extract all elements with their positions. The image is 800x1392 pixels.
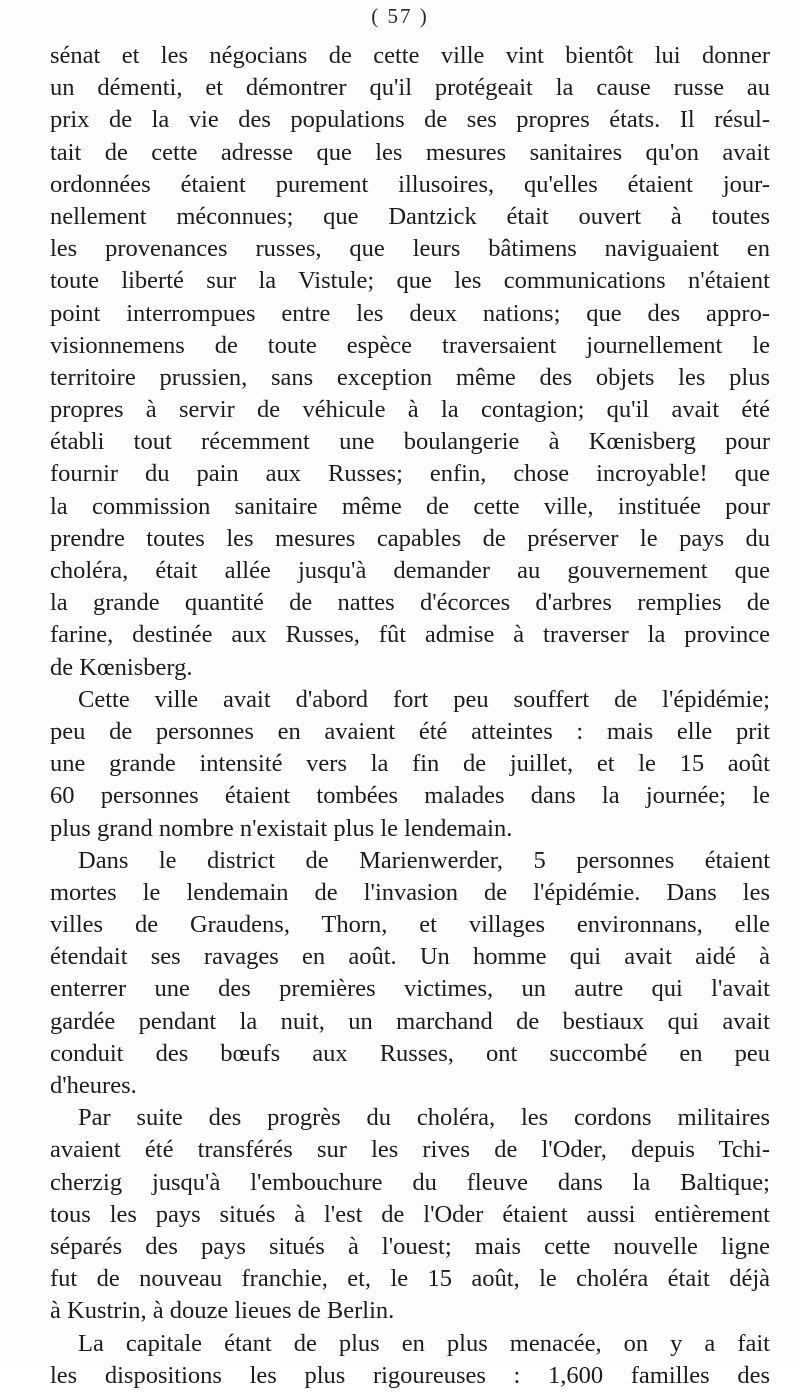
text-line: d'heures. — [50, 1072, 137, 1099]
text-line: sénat et les négocians de cette ville vint bientôt lui donner — [50, 42, 770, 69]
text-line: point interrompues entre les deux nations; que des appro- — [50, 299, 770, 327]
text-line: 60 personnes étaient tombées malades dans la journée; le — [50, 782, 770, 810]
text-line: séparés des pays situés à l'ouest; mais cette nouvelle ligne — [50, 1232, 770, 1260]
text-line: étendait ses ravages en août. Un homme qui avait aidé à — [50, 943, 770, 971]
body-text — [50, 40, 770, 1392]
text-line: enterrer une des premières victimes, un autre qui l'avait — [50, 975, 770, 1003]
text-line: la commission sanitaire même de cette ville, instituée pour — [50, 492, 770, 520]
text-line: propres à servir de véhicule à la contagion; qu'il avait été — [50, 396, 770, 424]
text-line: choléra, était allée jusqu'à demander au gouvernement que — [50, 557, 770, 584]
text-line: territoire prussien, sans exception même des objets les plus — [50, 363, 770, 391]
text-line: avaient été transférés sur les rives de l'Oder, depuis Tchi- — [50, 1136, 770, 1164]
text-line: à Kustrin, à douze lieues de Berlin. — [50, 1297, 395, 1325]
text-line: cherzig jusqu'à l'embouchure du fleuve dans la Baltique; — [50, 1168, 770, 1196]
text-line: Cette ville avait d'abord fort peu souffert de l'épidémie; — [78, 685, 770, 713]
text-line: fut de nouveau franchie, et, le 15 août, le choléra était déjà — [50, 1265, 770, 1293]
text-line: tous les pays situés à l'est de l'Oder étaient aussi entièrement — [50, 1200, 770, 1228]
text-line: plus grand nombre n'existait plus le lendemain. — [50, 814, 513, 842]
text-line: de Kœnisberg. — [50, 653, 193, 681]
text-line: Dans le district de Marienwerder, 5 personnes étaient — [78, 846, 770, 874]
text-line: tait de cette adresse que les mesures sanitaires qu'on avait — [50, 138, 770, 166]
text-line: gardée pendant la nuit, un marchand de bestiaux qui avait — [50, 1007, 770, 1035]
text-line: prix de la vie des populations de ses propres états. Il résul- — [50, 106, 770, 134]
text-line: ordonnées étaient purement illusoires, qu'elles étaient jour- — [50, 170, 770, 198]
text-line: la grande quantité de nattes d'écorces d'arbres remplies de — [50, 589, 770, 617]
text-line: farine, destinée aux Russes, fût admise à traverser la province — [50, 621, 770, 649]
text-line: nellement méconnues; que Dantzick était ouvert à toutes — [50, 202, 770, 230]
text-line: Par suite des progrès du choléra, les cordons militaires — [78, 1104, 770, 1132]
text-line: La capitale étant de plus en plus menacée, on y a fait — [78, 1329, 770, 1357]
text-line: villes de Graudens, Thorn, et villages environnans, elle — [50, 911, 770, 939]
text-line: les provenances russes, que leurs bâtimens naviguaient en — [50, 235, 770, 263]
text-line: visionnemens de toute espèce traversaient journellement le — [50, 331, 770, 359]
text-line: les dispositions les plus rigoureuses : 1,600 familles des — [50, 1361, 770, 1389]
text-line: une grande intensité vers la fin de juillet, et le 15 août — [50, 750, 770, 778]
text-line: toute liberté sur la Vistule; que les communications n'étaient — [50, 267, 770, 295]
text-line: fournir du pain aux Russes; enfin, chose incroyable! que — [50, 460, 770, 488]
text-line: peu de personnes en avaient été atteintes : mais elle prit — [50, 717, 770, 745]
text-line: un démenti, et démontrer qu'il protégeait la cause russe au — [50, 74, 770, 102]
text-line: mortes le lendemain de l'invasion de l'épidémie. Dans les — [50, 878, 770, 906]
text-line: établi tout récemment une boulangerie à Kœnisberg pour — [50, 428, 770, 456]
text-line: conduit des bœufs aux Russes, ont succombé en peu — [50, 1039, 770, 1067]
page-number: ( 57 ) — [371, 4, 429, 28]
text-line: prendre toutes les mesures capables de préserver le pays du — [50, 524, 770, 552]
